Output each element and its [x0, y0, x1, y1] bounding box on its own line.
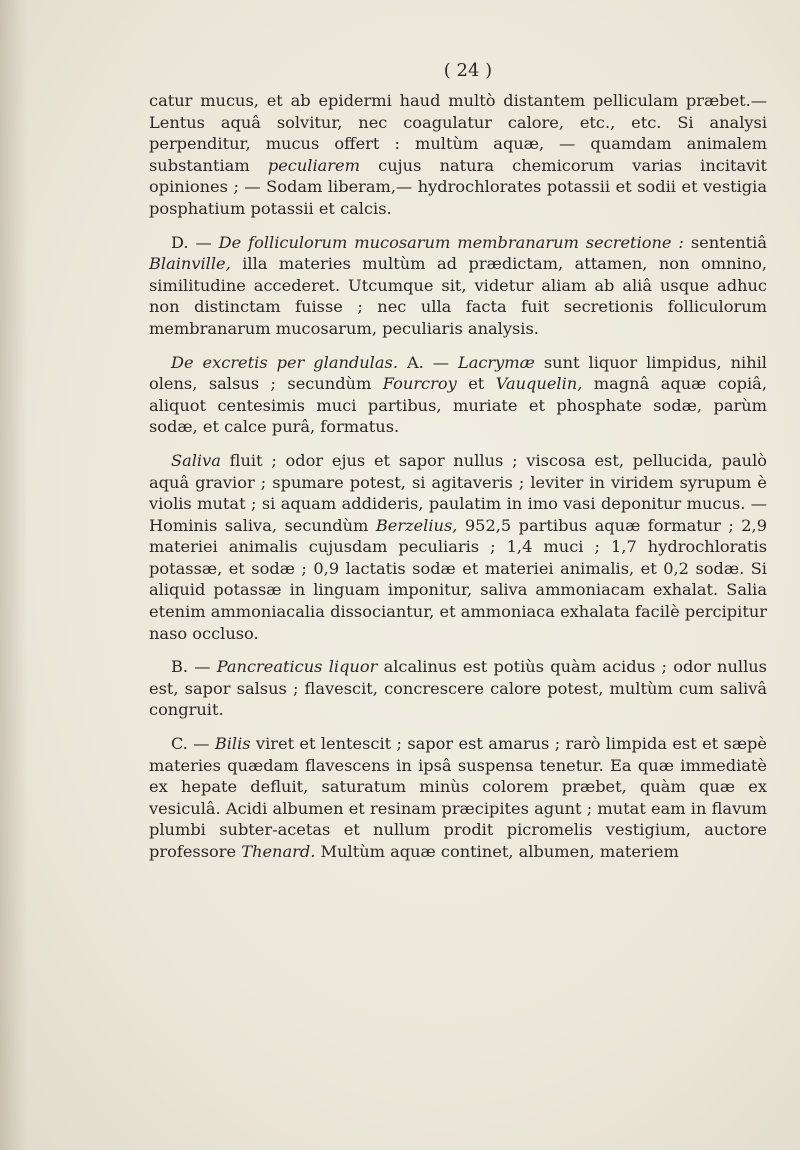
page-number: ( 24 )	[443, 60, 493, 81]
text-run: 952,5 partibus aquæ formatur ; 2,9 materiei animalis cujusdam peculiaris ; 1,4 muci ; 1,7 hydrochloratis potassæ, et sodæ ; 0,9 lactatis sodæ et materiei animalis, et 0,2 sodæ. Si aliquid potassæ in linguam imponitur, saliva ammoniacam exhalat. Salia etenim ammoniacalia dissociantur, et ammoniaca exhalata facilè percipitur naso occluso.	[149, 515, 767, 643]
text-run: sententiâ	[683, 232, 767, 252]
text-run: alcalinus est potiùs quàm acidus ; odor nullus est, sapor salsus ; flavescit, concrescere calore potest, multùm cum salivâ congruit.	[149, 657, 767, 720]
text-run: D. —	[171, 232, 219, 252]
text-run: C. —	[171, 734, 215, 754]
italic-term: Berzelius,	[375, 515, 458, 535]
italic-term: Saliva	[171, 450, 221, 470]
paragraph-pancreaticus	[149, 656, 767, 721]
italic-term: De folliculorum mucosarum membranarum secretione :	[218, 232, 684, 252]
text-block	[149, 56, 767, 863]
paragraph-mucus	[149, 90, 767, 220]
text-run: illa materies multùm ad prædictam, attamen, non omnino, similitudine accederet. Utcumque sit, videtur aliam ab aliâ usque adhuc non distinctam fuisse ; nec ulla facta fuit secretionis folliculorum membranarum mucosarum, peculiaris analysis.	[149, 254, 767, 338]
italic-term: Lacrymæ	[457, 352, 535, 372]
italic-term: Vauquelin,	[495, 374, 583, 394]
text-run: Multùm aquæ continet, albumen, materiem	[315, 842, 679, 861]
italic-term: Bilis	[214, 734, 251, 754]
paragraph-folliculorum	[149, 232, 767, 340]
page-edge-shadow	[0, 0, 28, 1150]
text-run: A. —	[397, 352, 458, 372]
text-run: magnâ aquæ copiâ, aliquot centesimis muci partibus, muriate et phosphate sodæ, parùm sodæ, et calce purâ, formatus.	[149, 374, 767, 437]
italic-term: Fourcroy	[382, 374, 457, 394]
italic-term: Blainville,	[149, 254, 231, 274]
italic-term: peculiarem	[267, 155, 360, 175]
text-run: B. —	[171, 657, 217, 677]
text-run: et	[456, 374, 496, 394]
text-run: catur mucus, et ab epidermi haud multò distantem pelliculam præbet.— Lentus aquâ solvitur, nec coagulatur calore, etc., etc. Si analysi perpenditur, mucus offert : multùm aquæ, — quamdam animalem substantiam	[149, 91, 767, 175]
paragraph-saliva	[149, 450, 767, 644]
paragraph-bilis	[149, 733, 767, 863]
text-run: sunt liquor limpidus, nihil olens, salsus ; secundùm	[149, 352, 767, 394]
italic-term: Thenard.	[241, 842, 316, 861]
text-run: cujus natura chemicorum varias incitavit opiniones ; — Sodam liberam,— hydrochlorates potassii et sodii et vestigia posphatium potassii et calcis.	[149, 155, 767, 218]
italic-term: Pancreaticus liquor	[216, 657, 378, 677]
text-run: fluit ; odor ejus et sapor nullus ; viscosa est, pellucida, paulò aquâ gravior ; spumare potest, si agitaveris ; leviter in viridem syrupum è violis mutat ; si aquam addideris, paulatim in imo vasi deponitur mucus. — Hominis saliva, secundùm	[149, 450, 767, 535]
paragraph-lacrymae	[149, 352, 767, 438]
text-run: viret et lentescit ; sapor est amarus ; rarò limpida est et sæpè materies quædam flavescens in ipsâ suspensa tenetur. Ea quæ immediatè ex hepate defluit, saturatum minùs colorem præbet, quàm quæ ex vesiculâ. Acidi albumen et resinam præcipites agunt ; mutat eam in flavum plumbi subter-acetas et nullum prodit picromelis vestigium, auctore professore	[149, 734, 767, 861]
italic-term: De excretis per glandulas.	[171, 352, 398, 372]
